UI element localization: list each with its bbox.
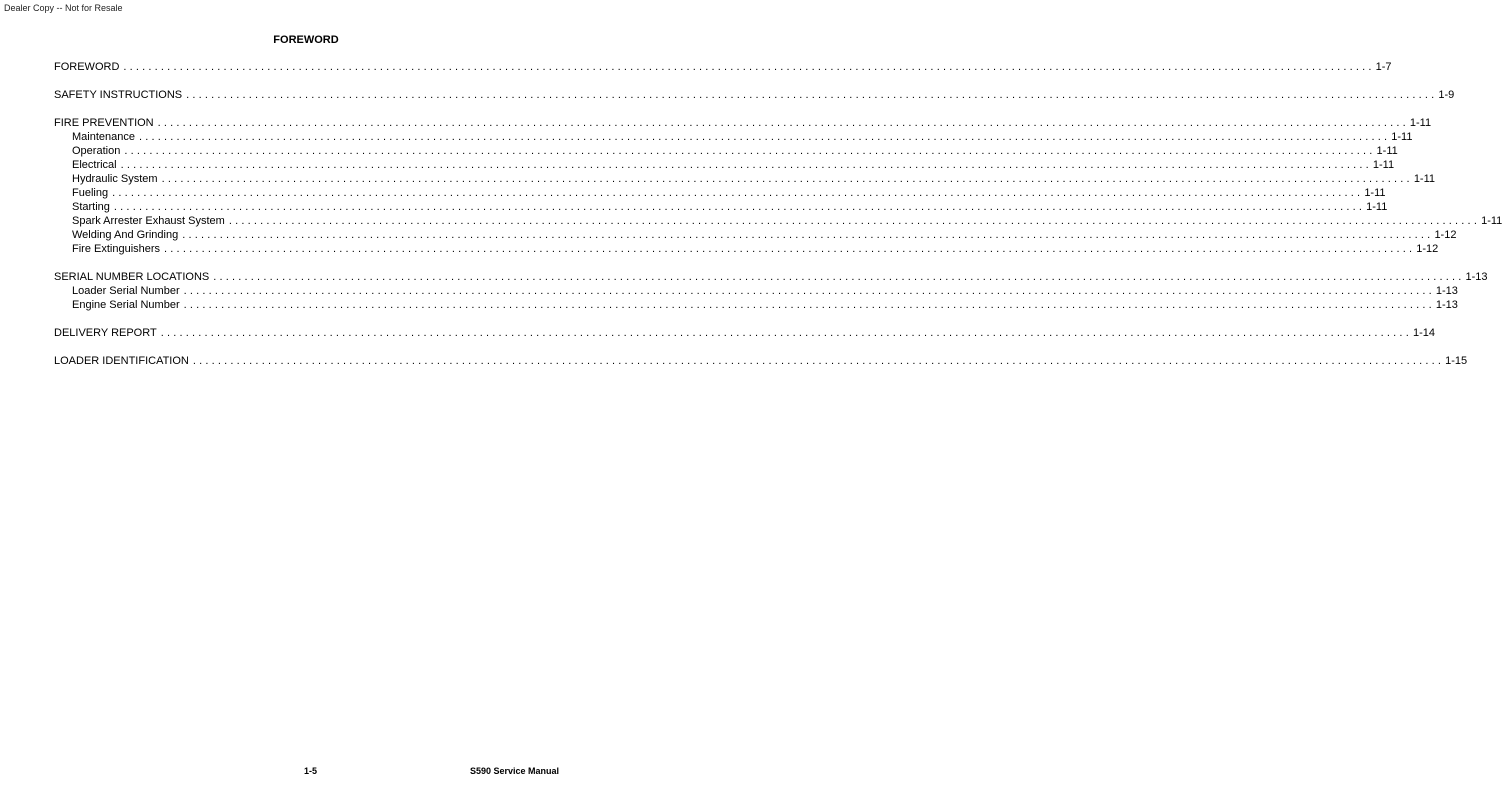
toc-entry-label: Operation (72, 145, 121, 157)
toc-entry-page: 1-13 (1435, 299, 1458, 311)
toc-subentry-fueling[interactable] (54, 186, 1386, 200)
toc-entry-label: FOREWORD (54, 61, 120, 73)
toc-subentry-fire-extinguishers[interactable] (54, 242, 1439, 256)
footer-page-number: 1-5 (304, 766, 318, 776)
toc-leader-dots: ........................................................................................................................................................................................................ (183, 299, 1435, 311)
toc-entry-label: Starting (72, 201, 110, 213)
toc-entry-page: 1-12 (1416, 243, 1439, 255)
toc-group-safety (54, 88, 1455, 102)
toc-leader-dots: ........................................................................................................................................................................................................ (123, 61, 1375, 73)
toc-entry-label: FIRE PREVENTION (54, 117, 154, 129)
toc-group-serial-numbers (54, 270, 1488, 312)
toc-entry-page: 1-11 (1391, 131, 1413, 143)
toc-entry-label: Loader Serial Number (72, 285, 180, 297)
toc-entry-label: Electrical (72, 159, 117, 171)
toc-entry-foreword[interactable] (54, 60, 1392, 74)
toc-leader-dots: ........................................................................................................................................................................................................ (161, 173, 1413, 185)
toc-entry-page: 1-15 (1445, 355, 1468, 367)
toc-leader-dots: ........................................................................................................................................................................................................ (164, 243, 1416, 255)
toc-entry-page: 1-11 (1409, 117, 1432, 129)
page-title: FOREWORD (273, 34, 339, 46)
toc-entry-label: Welding And Grinding (72, 229, 179, 241)
toc-entry-label: Spark Arrester Exhaust System (72, 215, 225, 227)
toc-leader-dots: ........................................................................................................................................................................................................ (186, 89, 1438, 101)
toc-entry-label: Fueling (72, 187, 109, 199)
toc-entry-page: 1-11 (1364, 187, 1386, 199)
toc-subentry-loader-serial-number[interactable] (54, 284, 1458, 298)
toc-entry-label: DELIVERY REPORT (54, 327, 157, 339)
toc-entry-serial-number-locations[interactable] (54, 270, 1488, 284)
toc-entry-fire-prevention[interactable] (54, 116, 1432, 130)
toc-entry-page: 1-14 (1412, 327, 1435, 339)
toc-subentry-engine-serial-number[interactable] (54, 298, 1458, 312)
toc-leader-dots: ........................................................................................................................................................................................................ (113, 201, 1366, 213)
toc-subentry-welding-grinding[interactable] (54, 228, 1457, 242)
toc-entry-delivery-report[interactable] (54, 326, 1435, 340)
toc-subentry-maintenance[interactable] (54, 130, 1413, 144)
toc-subentry-spark-arrester[interactable] (54, 214, 1502, 228)
toc-subentry-hydraulic-system[interactable] (54, 172, 1436, 186)
toc-entry-label: Fire Extinguishers (72, 243, 161, 255)
toc-leader-dots: ........................................................................................................................................................................................................ (112, 187, 1364, 199)
toc-entry-page: 1-9 (1438, 89, 1455, 101)
toc-entry-label: Maintenance (72, 131, 135, 143)
toc-entry-label: LOADER IDENTIFICATION (54, 355, 189, 367)
watermark-text: Dealer Copy -- Not for Resale (4, 3, 123, 13)
toc-group-fire-prevention (54, 116, 1502, 256)
toc-subentry-operation[interactable] (54, 144, 1398, 158)
toc-leader-dots: ........................................................................................................................................................................................................ (228, 215, 1481, 227)
toc-group-foreword (54, 60, 1392, 74)
toc-subentry-electrical[interactable] (54, 158, 1395, 172)
toc-leader-dots: ........................................................................................................................................................................................................ (139, 131, 1391, 143)
toc-leader-dots: ........................................................................................................................................................................................................ (183, 285, 1435, 297)
toc-entry-page: 1-11 (1372, 159, 1395, 171)
toc-entry-label: Engine Serial Number (72, 299, 180, 311)
toc-entry-page: 1-13 (1465, 271, 1488, 283)
toc-entry-label: Hydraulic System (72, 173, 158, 185)
toc-entry-page: 1-13 (1435, 285, 1458, 297)
toc-entry-page: 1-7 (1375, 61, 1392, 73)
toc-leader-dots: ........................................................................................................................................................................................................ (160, 327, 1412, 339)
toc-leader-dots: ........................................................................................................................................................................................................ (192, 355, 1445, 367)
toc-entry-label: SERIAL NUMBER LOCATIONS (54, 271, 210, 283)
toc-group-delivery-report (54, 326, 1435, 340)
toc-entry-safety-instructions[interactable] (54, 88, 1455, 102)
toc-entry-page: 1-11 (1376, 145, 1398, 157)
toc-entry-page: 1-11 (1366, 201, 1388, 213)
toc-leader-dots: ........................................................................................................................................................................................................ (182, 229, 1434, 241)
toc-entry-label: SAFETY INSTRUCTIONS (54, 89, 183, 101)
toc-leader-dots: ........................................................................................................................................................................................................ (120, 159, 1372, 171)
toc-group-loader-identification (54, 354, 1468, 368)
toc-leader-dots: ........................................................................................................................................................................................................ (124, 145, 1376, 157)
toc-entry-page: 1-12 (1434, 229, 1457, 241)
table-of-contents (54, 60, 1502, 382)
toc-leader-dots: ........................................................................................................................................................................................................ (157, 117, 1409, 129)
toc-entry-page: 1-11 (1481, 215, 1502, 227)
toc-subentry-starting[interactable] (54, 200, 1388, 214)
toc-leader-dots: ........................................................................................................................................................................................................ (213, 271, 1465, 283)
toc-entry-loader-identification[interactable] (54, 354, 1468, 368)
toc-entry-page: 1-11 (1413, 173, 1436, 185)
footer-manual-title: S590 Service Manual (469, 766, 559, 776)
